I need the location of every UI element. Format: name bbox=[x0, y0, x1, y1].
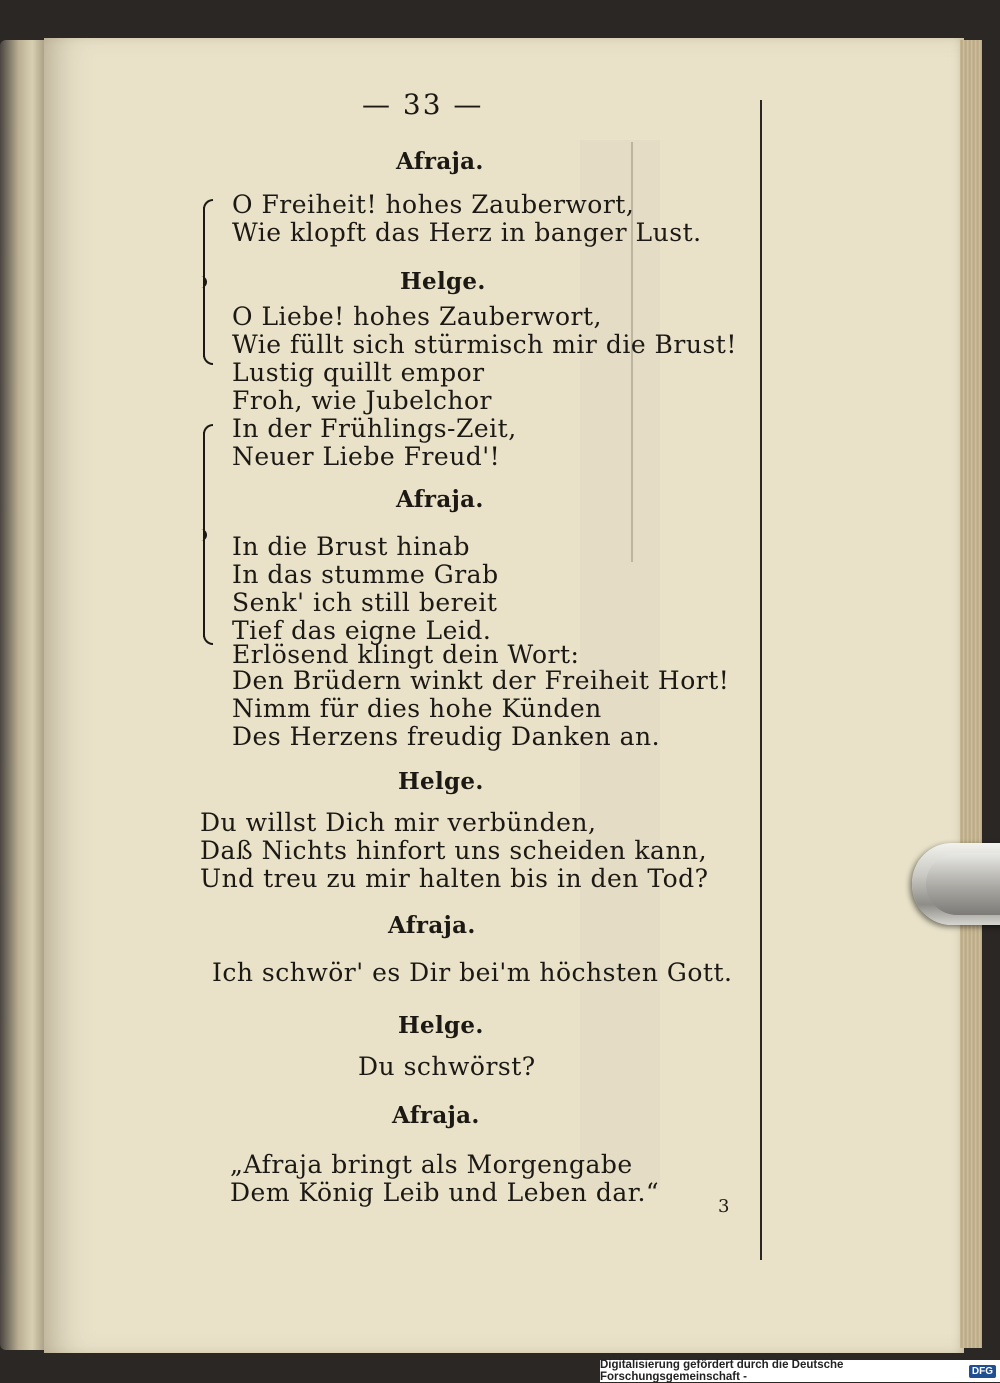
speaker-label: Afraja. bbox=[392, 1102, 480, 1129]
verse-line: Lustig quillt empor bbox=[232, 358, 485, 387]
verse-line: O Liebe! hohes Zauberwort, bbox=[232, 302, 602, 331]
verse-line: Den Brüdern winkt der Freiheit Hort! bbox=[232, 666, 730, 695]
verse-line: Dem König Leib und Leben dar.“ bbox=[230, 1178, 660, 1207]
book-page-edges bbox=[960, 40, 982, 1348]
verse-brace-2 bbox=[203, 432, 219, 637]
verse-line: Des Herzens freudig Danken an. bbox=[232, 722, 661, 751]
speaker-label: Afraja. bbox=[396, 148, 484, 175]
speaker-label: Afraja. bbox=[388, 912, 476, 939]
book-left-edge bbox=[0, 40, 46, 1350]
verse-line: „Afraja bringt als Morgengabe bbox=[230, 1150, 633, 1179]
verse-line: O Freiheit! hohes Zauberwort, bbox=[232, 190, 635, 219]
verse-line: Du willst Dich mir verbünden, bbox=[200, 808, 597, 837]
verse-line: In die Brust hinab bbox=[232, 532, 471, 561]
verse-line: Und treu zu mir halten bis in den Tod? bbox=[200, 864, 709, 893]
verse-line: Wie klopft das Herz in banger Lust. bbox=[232, 218, 702, 247]
verse-line: Tief das eigne Leid. bbox=[232, 616, 492, 645]
verse-line: In der Frühlings-Zeit, bbox=[232, 414, 517, 443]
speaker-label: Afraja. bbox=[396, 486, 484, 513]
verse-line: Wie füllt sich stürmisch mir die Brust! bbox=[232, 330, 737, 359]
footer-credit: Digitalisierung gefördert durch die Deutsche Forschungsgemeinschaft - bbox=[600, 1359, 844, 1383]
bleed-through-shadow bbox=[580, 140, 660, 1190]
dfg-logo: DFG bbox=[969, 1365, 996, 1378]
page-clip-highlight bbox=[926, 853, 1000, 915]
page-number: — 33 — bbox=[362, 88, 484, 121]
vertical-rule bbox=[760, 100, 762, 1260]
speaker-label: Helge. bbox=[400, 268, 486, 295]
digitization-footer bbox=[600, 1360, 1000, 1382]
verse-brace-1 bbox=[203, 207, 219, 357]
verse-line: Erlösend klingt dein Wort: bbox=[232, 640, 580, 669]
verse-line: In das stumme Grab bbox=[232, 560, 499, 589]
verse-line: Froh, wie Jubelchor bbox=[232, 386, 493, 415]
verse-line: Du schwörst? bbox=[358, 1052, 536, 1081]
verse-line: Nimm für dies hohe Künden bbox=[232, 694, 602, 723]
verse-line: Neuer Liebe Freud'! bbox=[232, 442, 501, 471]
speaker-label: Helge. bbox=[398, 1012, 484, 1039]
verse-line: Senk' ich still bereit bbox=[232, 588, 498, 617]
verse-line: Ich schwör' es Dir bei'm höchsten Gott. bbox=[212, 958, 733, 987]
verse-line: Daß Nichts hinfort uns scheiden kann, bbox=[200, 836, 708, 865]
signature-mark: 3 bbox=[718, 1196, 730, 1217]
speaker-label: Helge. bbox=[398, 768, 484, 795]
